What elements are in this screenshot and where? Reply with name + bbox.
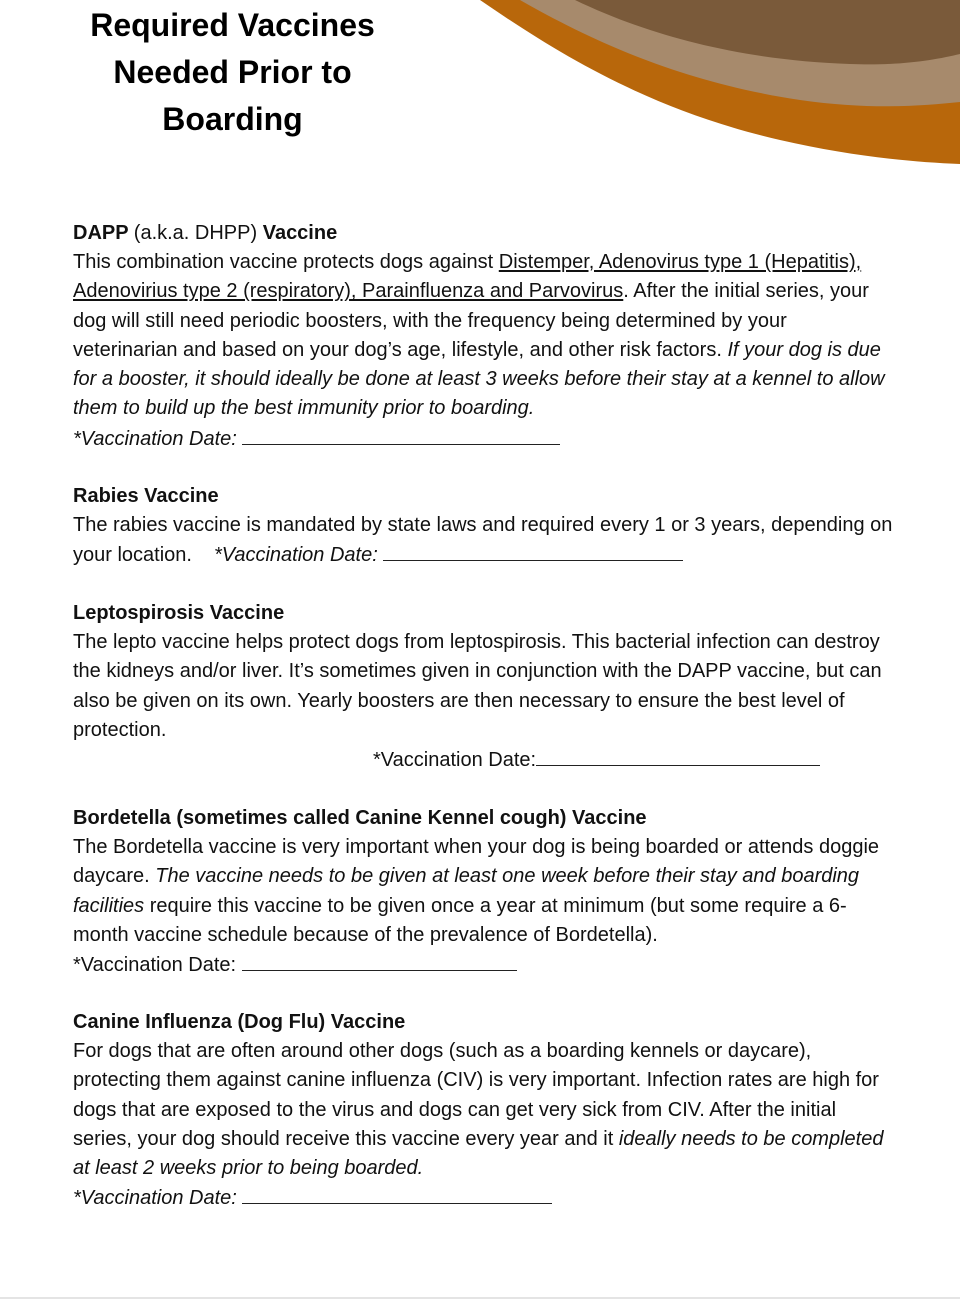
page-title [40,2,425,143]
title-line-3: Boarding [162,101,303,137]
dapp-date-blank[interactable] [242,424,560,445]
lepto-date-blank[interactable] [536,745,820,766]
bordetella-body: The Bordetella vaccine is very important when your dog is being boarded or attends doggie daycare. The vaccine needs to be given at least one week before their stay and boarding facilities require this vaccine to be given once a year at minimum (but some require a 6-month vaccine schedule because of the prevalence of Bordetella).*Vaccination Date: [73,836,880,977]
lepto-body: The lepto vaccine helps protect dogs from leptospirosis. This bacterial infection can destroy the kidneys and/or liver. It’s sometimes given in conjunction with the DAPP vaccine, but can also be given on its own. Yearly boosters are then necessary to ensure the best level of protection. [73,631,882,741]
rabies-vaccination-date-field: *Vaccination Date: [214,544,683,566]
dapp-diseases-underlined: Distemper, Adenovirus type 1 (Hepatitis), Adenovirius type 2 (respiratory), Parainfluenza and Parvovirus [73,251,862,303]
dapp-section [73,219,893,454]
influenza-heading: Canine Influenza (Dog Flu) Vaccine [73,1011,406,1033]
lepto-section [73,599,893,775]
influenza-date-blank[interactable] [242,1183,552,1204]
rabies-date-blank[interactable] [383,540,683,561]
bordetella-heading: Bordetella (sometimes called Canine Kennel cough) Vaccine [73,807,647,829]
title-line-2: Needed Prior to [113,54,352,90]
rabies-body: The rabies vaccine is mandated by state laws and required every 1 or 3 years, depending on your location. *Vaccination Date: [73,514,893,567]
influenza-section [73,1008,893,1214]
dapp-body: This combination vaccine protects dogs against Distemper, Adenovirus type 1 (Hepatitis), Adenovirius type 2 (respiratory), Parainfluenza and Parvovirus. After the initial series, your dog will still need periodic boosters, with the frequency being determined by your veterinarian and based on your dog’s age, lifestyle, and other risk factors. If your dog is due for a booster, it should ideally be done at least 3 weeks before their stay at a kennel to allow them to build up the best immunity prior to boarding.*Vaccination Date: [73,251,885,450]
rabies-heading: Rabies Vaccine [73,485,219,507]
bordetella-vaccination-date-field: *Vaccination Date: [73,954,517,976]
rabies-section [73,482,893,571]
bordetella-section [73,804,893,980]
dapp-vaccination-date-field: *Vaccination Date: [73,428,560,450]
title-line-1: Required Vaccines [90,7,375,43]
lepto-vaccination-date-field: *Vaccination Date: [73,745,893,775]
dapp-heading: DAPP (a.k.a. DHPP) Vaccine [73,222,338,244]
influenza-body: For dogs that are often around other dogs (such as a boarding kennels or daycare), protecting them against canine influenza (CIV) is very important. Infection rates are high for dogs that are exposed to the virus and dogs can get very sick from CIV. After the initial series, your dog should receive this vaccine every year and it ideally needs to be completed at least 2 weeks prior to being boarded.*Vaccination Date: [73,1040,884,1210]
bordetella-date-blank[interactable] [242,950,517,971]
lepto-heading: Leptospirosis Vaccine [73,602,285,624]
influenza-vaccination-date-field: *Vaccination Date: [73,1187,552,1209]
